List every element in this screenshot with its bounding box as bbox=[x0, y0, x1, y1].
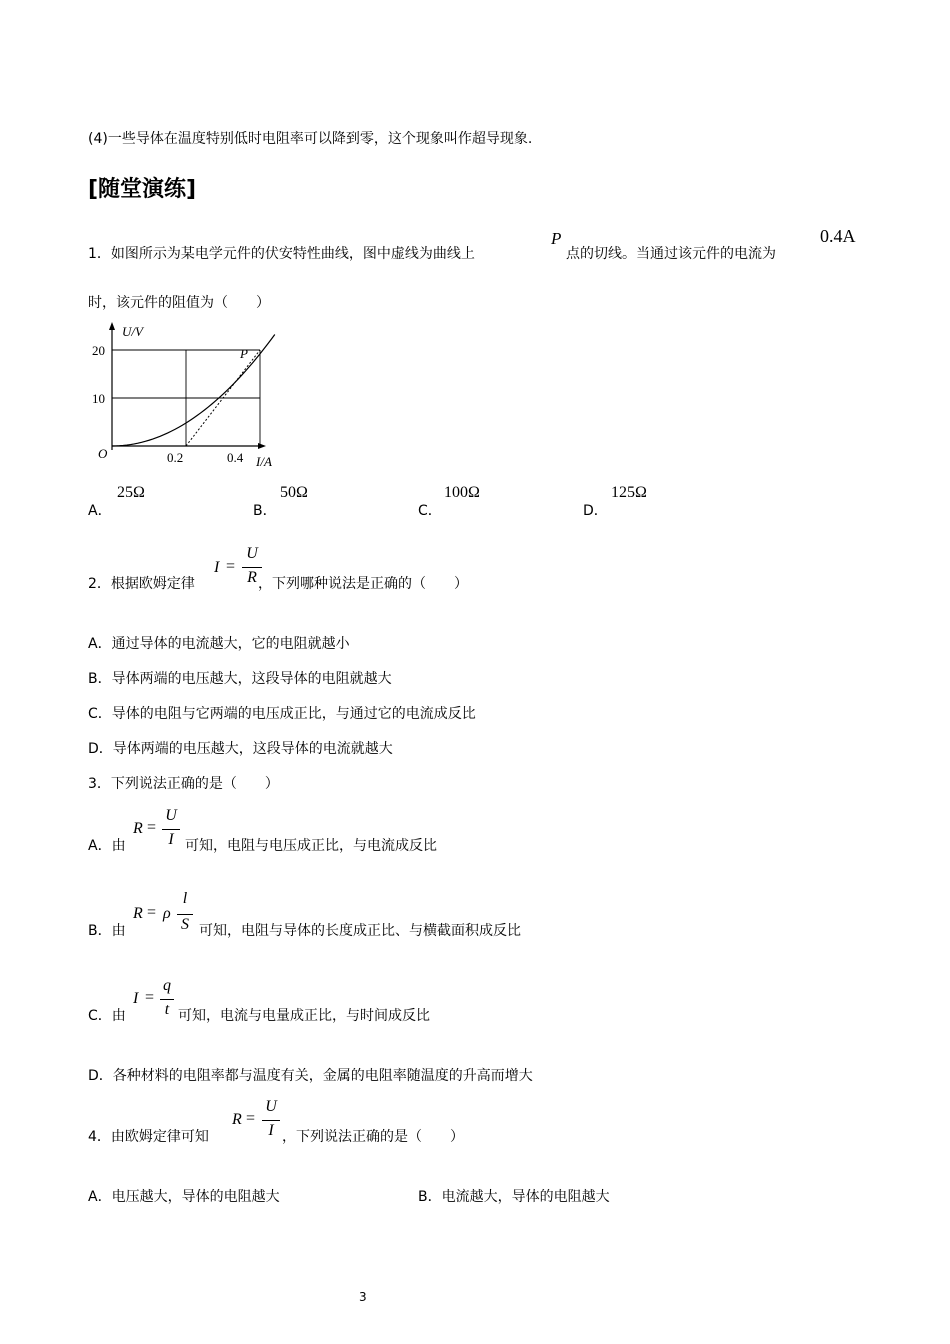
q1-option-c-value: 100Ω bbox=[444, 484, 480, 501]
q2-option-c: C．导体的电阻与它两端的电压成正比，与通过它的电流成反比 bbox=[88, 706, 476, 722]
q2-formula-lhs: I bbox=[214, 559, 220, 576]
q3-option-b-text: 可知，电阻与导体的长度成正比、与横截面积成反比 bbox=[199, 923, 521, 939]
q1-option-d-label: D． bbox=[583, 503, 608, 519]
grid-lines bbox=[112, 350, 260, 446]
q3a-lhs: R bbox=[133, 820, 143, 837]
q3-option-a-label: A．由 bbox=[88, 838, 126, 854]
x-axis-label: I/A bbox=[256, 454, 272, 469]
y-tick-20: 20 bbox=[92, 343, 105, 358]
y-axis-arrow bbox=[109, 322, 115, 330]
q3c-num: q bbox=[163, 977, 171, 994]
q2-formula-num: U bbox=[246, 545, 258, 562]
q2-formula-eq: = bbox=[226, 558, 236, 575]
q3b-bar bbox=[177, 914, 193, 915]
q3c-eq: = bbox=[145, 989, 155, 1006]
q3b-lhs: R bbox=[133, 905, 143, 922]
q1-option-a-label: A． bbox=[88, 503, 112, 519]
q3-option-c-label: C．由 bbox=[88, 1008, 126, 1024]
q2-text-a: 2．根据欧姆定律 bbox=[88, 576, 195, 592]
section-title: [随堂演练] bbox=[88, 177, 197, 202]
q4-text-b: ，下列说法正确的是（ ） bbox=[282, 1129, 464, 1145]
q3-option-b-label: B．由 bbox=[88, 923, 126, 939]
q4-bar bbox=[262, 1120, 280, 1121]
q1-option-b-label: B． bbox=[253, 503, 277, 519]
q3a-den: I bbox=[168, 831, 174, 848]
intro-line: (4)一些导体在温度特别低时电阻率可以降到零，这个现象叫作超导现象. bbox=[88, 131, 533, 147]
q3-option-c-formula bbox=[133, 977, 177, 1025]
origin-label: O bbox=[98, 446, 108, 461]
q3-stem: 3．下列说法正确的是（ ） bbox=[88, 776, 279, 792]
q1-text-a: 1．如图所示为某电学元件的伏安特性曲线，图中虚线为曲线上 bbox=[88, 246, 475, 262]
x-tick-0-4: 0.4 bbox=[227, 450, 244, 465]
q4-text-a: 4．由欧姆定律可知 bbox=[88, 1129, 209, 1145]
page-number: 3 bbox=[359, 1290, 367, 1304]
q1-current: 0.4A bbox=[820, 226, 856, 246]
q3c-den: t bbox=[164, 1001, 170, 1018]
q2-formula-bar bbox=[242, 567, 262, 568]
q1-text-b: 点的切线。当通过该元件的电流为 bbox=[566, 246, 776, 262]
q3-option-b-formula bbox=[133, 890, 197, 940]
q1-text-c: 时，该元件的阻值为（ ） bbox=[88, 295, 270, 311]
q3a-eq: = bbox=[147, 819, 157, 836]
q4-num: U bbox=[265, 1098, 277, 1115]
q2-option-a: A．通过导体的电流越大，它的电阻就越小 bbox=[88, 636, 350, 652]
q1-option-b-value: 50Ω bbox=[280, 484, 308, 501]
point-p-label: P bbox=[240, 346, 248, 361]
iv-chart bbox=[90, 320, 290, 470]
q4-den: I bbox=[268, 1122, 274, 1139]
q4-formula bbox=[232, 1098, 284, 1146]
x-axis-arrow bbox=[258, 443, 266, 449]
q3-option-a-text: 可知，电阻与电压成正比，与电流成反比 bbox=[185, 838, 437, 854]
q3-option-c-text: 可知，电流与电量成正比，与时间成反比 bbox=[178, 1008, 430, 1024]
q4-lhs: R bbox=[232, 1111, 242, 1128]
q2-option-d: D．导体两端的电压越大，这段导体的电流就越大 bbox=[88, 741, 393, 757]
q4-option-a: A．电压越大，导体的电阻越大 bbox=[88, 1189, 280, 1205]
q1-option-c-label: C． bbox=[418, 503, 442, 519]
q3a-num: U bbox=[165, 807, 177, 824]
q3a-bar bbox=[162, 829, 180, 830]
q1-var-p: P bbox=[551, 229, 562, 248]
q3c-bar bbox=[160, 999, 174, 1000]
y-tick-10: 10 bbox=[92, 391, 105, 406]
q2-text-b: ，下列哪种说法是正确的（ ） bbox=[258, 576, 468, 592]
q3-option-a-formula bbox=[133, 807, 183, 855]
q3-option-d: D．各种材料的电阻率都与温度有关，金属的电阻率随温度的升高而增大 bbox=[88, 1068, 533, 1084]
q1-option-d-value: 125Ω bbox=[611, 484, 647, 501]
q3c-lhs: I bbox=[133, 990, 139, 1007]
q4-eq: = bbox=[246, 1110, 256, 1127]
x-tick-0-2: 0.2 bbox=[167, 450, 184, 465]
q3b-eq: = bbox=[147, 904, 157, 921]
q4-option-b: B．电流越大，导体的电阻越大 bbox=[418, 1189, 610, 1205]
q2-option-b: B．导体两端的电压越大，这段导体的电阻就越大 bbox=[88, 671, 392, 687]
y-axis-label: U/V bbox=[122, 324, 143, 339]
q3b-rho: ρ bbox=[163, 905, 171, 922]
q2-formula-den: R bbox=[247, 569, 257, 586]
q1-option-a-value: 25Ω bbox=[117, 484, 145, 501]
q3b-num: l bbox=[182, 890, 188, 907]
q3b-den: S bbox=[181, 916, 189, 933]
chart-curve bbox=[112, 334, 275, 446]
